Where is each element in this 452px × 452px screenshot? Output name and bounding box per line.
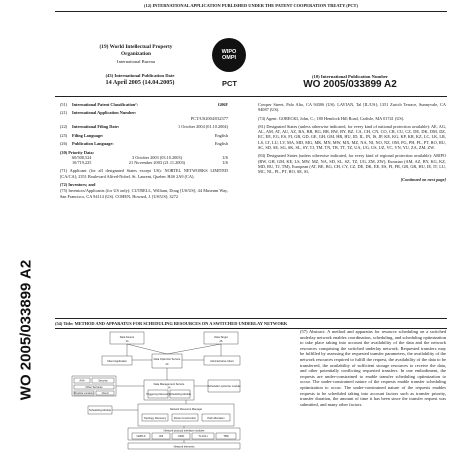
system-diagram xyxy=(68,330,294,450)
org-line-3: International Bureau xyxy=(117,59,155,64)
network-elements-label: Network elements xyxy=(173,445,195,449)
other-services-label: Other Services xyxy=(85,386,103,389)
topology-label: Topology Discovery xyxy=(143,417,167,420)
triggering-label: Triggering Discovery xyxy=(146,393,170,396)
scheduling-module-label: Scheduling Module xyxy=(88,409,112,412)
scheduler-optimizer-label: Scheduler/ optimizer module xyxy=(207,385,241,388)
org-line-2: Organization xyxy=(120,51,151,57)
gmpls-label: GMPLS xyxy=(136,435,146,438)
data-target-label: Data Target xyxy=(214,336,228,339)
cloud-label: Cloud xyxy=(101,392,109,395)
protocol-modules-label: Network protocol interface modules xyxy=(163,429,205,433)
logo-text-top: WIPO xyxy=(221,49,237,55)
odin-label: ODIN xyxy=(177,435,185,438)
right-bibliographic-column xyxy=(258,102,446,182)
publication-date-block xyxy=(60,73,220,86)
client-application-label: Client Application xyxy=(107,360,127,363)
path-allocation-label: Path Allocation xyxy=(207,417,225,420)
security-label: Security xyxy=(98,379,108,383)
field-22: (22) International Filing Date: 1 October 2004 (01.10.2004) xyxy=(60,124,228,130)
pct-label: PCT xyxy=(222,79,237,88)
data-optimizer-label: Data Optimizer Service xyxy=(153,358,181,361)
field-21: (21) International Application Number: PCT/US2004/032377 xyxy=(60,110,228,121)
field-51: (51) International Patent Classification⁷: G06F xyxy=(60,102,228,107)
tl1-label: TL1/CLI xyxy=(198,435,208,438)
field-25: (25) Filing Language: English xyxy=(60,132,228,138)
wipo-logo xyxy=(212,38,246,72)
title-rule-top xyxy=(55,318,447,319)
publication-date: 14 April 2005 (14.04.2005) xyxy=(105,78,175,86)
continued-note: [Continued on next page] xyxy=(400,176,446,182)
field-30-priority: (30) Priority Data: 60/508,524 3 October 2003 (03.10.2003) US 10/719,225 21 November 2003 (21.11.2003) US xyxy=(60,149,228,166)
inventor-address-continued: Cowper Street, Palo Alto, CA 94306 (US). LAVIAN, Tal [IL/US]; 1351 Zurich Terrace, Sunnyvale, CA 94087 (US). xyxy=(258,102,446,113)
publication-number-label: (10) International Publication Number xyxy=(312,74,388,79)
data-optimizer-number: 24 xyxy=(165,363,169,366)
org-line-1: (19) World Intellectual Property xyxy=(99,44,173,50)
data-source-label: Data Source xyxy=(119,336,135,339)
field-84-regional-states: (84) Designated States (unless otherwise indicated, for every kind of regional protection available): ARIPO (BW, GH, GM, KE, LS, MW, MZ, NA, SD, SL, SZ, TZ, UG, ZM, ZW), Eurasian (AM, AZ, BY, KG, KZ, MD, RU, TJ, TM), European (AT, BE, BG, CH, CY, CZ, DE, DK, EE, ES, FI, FR, GB, GR, HU, IE, IT, LU, MC, NL, PL, PT, RO, SE, SI, xyxy=(258,153,446,175)
abstract-text: (57) Abstract: A method and apparatus for resource scheduling on a switched underlay network enables coordination, scheduling, and scheduling optimization to take place taking into account the availability of the data and the network resources comprising the switched underlay network. Requested transfers may be fulfilled by assessing the requested transfer parameters, the availability of the network resources required to fulfill the request, the availability of the data to be transferred, the availability of sufficient storage resources to receive the data, and other potentially conflicting requested transfers. In one embodiment, the requests are under-constrained to enable transfer scheduling optimization to occur. The under-constrained nature of the requests enable transfer scheduling optimization to occur. The under-constrained nature of the requests enables requests to be scheduled taking into account factors such as transfer priority, transfer duration, the amount of time it has been since the transfer request was submitted, and many other factors. xyxy=(300,329,446,407)
field-81-designated-states: (81) Designated States (unless otherwise indicated, for every kind of national protection available): AE, AG, AL, AM, AT, AU, AZ, BA, BB, BG, BR, BW, BY, BZ, CA, CH, CN, CO, CR, CU, CZ, DE, DK, DM, DZ, EC, EE, EG, ES, FI, GB, GD, GE, GH, GM, HR, HU, ID, IL, IN, IS, JP, KE, KG, KP, KR, KZ, LC, LK, LR, LS, LT, LU, LV, MA, MD, MG, MK, MN, MW, MX, MZ, NA, NI, NO, NZ, OM, PG, PH, PL, PT, RO, RU, SC, SD, SE, SG, SK, SL, SY, TJ, TM, TN, TR, TT, TZ, UA, UG, US, UZ, VC, VN, YU, ZA, ZM, ZW. xyxy=(258,123,446,151)
publication-number-block xyxy=(255,73,445,89)
header-rule xyxy=(55,11,447,12)
vertical-publication-number: WO 2005/033899 A2 xyxy=(17,259,35,401)
data-source-number: 14 xyxy=(125,340,129,343)
publication-number: WO 2005/033899 A2 xyxy=(303,79,397,90)
field-26: (26) Publication Language: English xyxy=(60,141,228,147)
field-71-applicant: (71) Applicant (for all designated States except US): NORTEL NETWORKS LIMITED [CA/CA]; 2351 Boulevard Alfred-Nobel, St. Laurent, Quebec H4S 2A9 (CA). xyxy=(60,168,228,179)
organization-block xyxy=(60,44,212,65)
publication-header-title: (12) INTERNATIONAL APPLICATION PUBLISHED UNDER THE PATENT COOPERATION TREATY (PCT) xyxy=(144,3,358,8)
administrative-client-label: Administrative Client xyxy=(210,360,234,363)
aaa-label: AAA xyxy=(79,379,85,383)
invention-title: (54) Title: METHOD AND APPARATUS FOR SCHEDULING RESOURCES ON A SWITCHED UNDERLAY NETWORK xyxy=(55,321,288,326)
data-management-label: Data Management Service xyxy=(153,383,185,386)
priority-row: 60/508,524 3 October 2003 (03.10.2003) US xyxy=(72,154,228,160)
nrm-label: Network Resource Manager xyxy=(169,408,203,411)
scheduling-inner-label: Scheduling Module xyxy=(168,393,192,396)
publication-date-label: (43) International Publication Date xyxy=(105,73,175,78)
data-management-number: 24 xyxy=(167,386,171,390)
field-74-agent: (74) Agent: GORECKI, John, C.; 180 Hemlock Hill Road, Carlisle, MA 01741 (US). xyxy=(258,115,405,121)
header-rule-bottom xyxy=(55,96,447,97)
logo-text-bottom: OMPI xyxy=(221,55,237,61)
field-75-inventors-applicants: (75) Inventors/Applicants (for US only): CUTRELL, William, Doug [US/US]; 44 Museum Way, San Francisco, CA 94114 (US). COHEN, Howard, J. [US/US]; 3272 xyxy=(60,188,228,199)
priority-row: 10/719,225 21 November 2003 (21.11.2003) US xyxy=(72,160,228,166)
replica-label: Replica Location xyxy=(74,392,94,395)
uni-label: UNI xyxy=(158,435,164,438)
left-bibliographic-column xyxy=(60,102,228,199)
field-72-inventors: (72) Inventors; and xyxy=(60,182,96,188)
tbd-label: TBD xyxy=(223,435,229,438)
route-label: Route Construction xyxy=(173,417,197,420)
data-target-number: 26 xyxy=(219,340,223,343)
